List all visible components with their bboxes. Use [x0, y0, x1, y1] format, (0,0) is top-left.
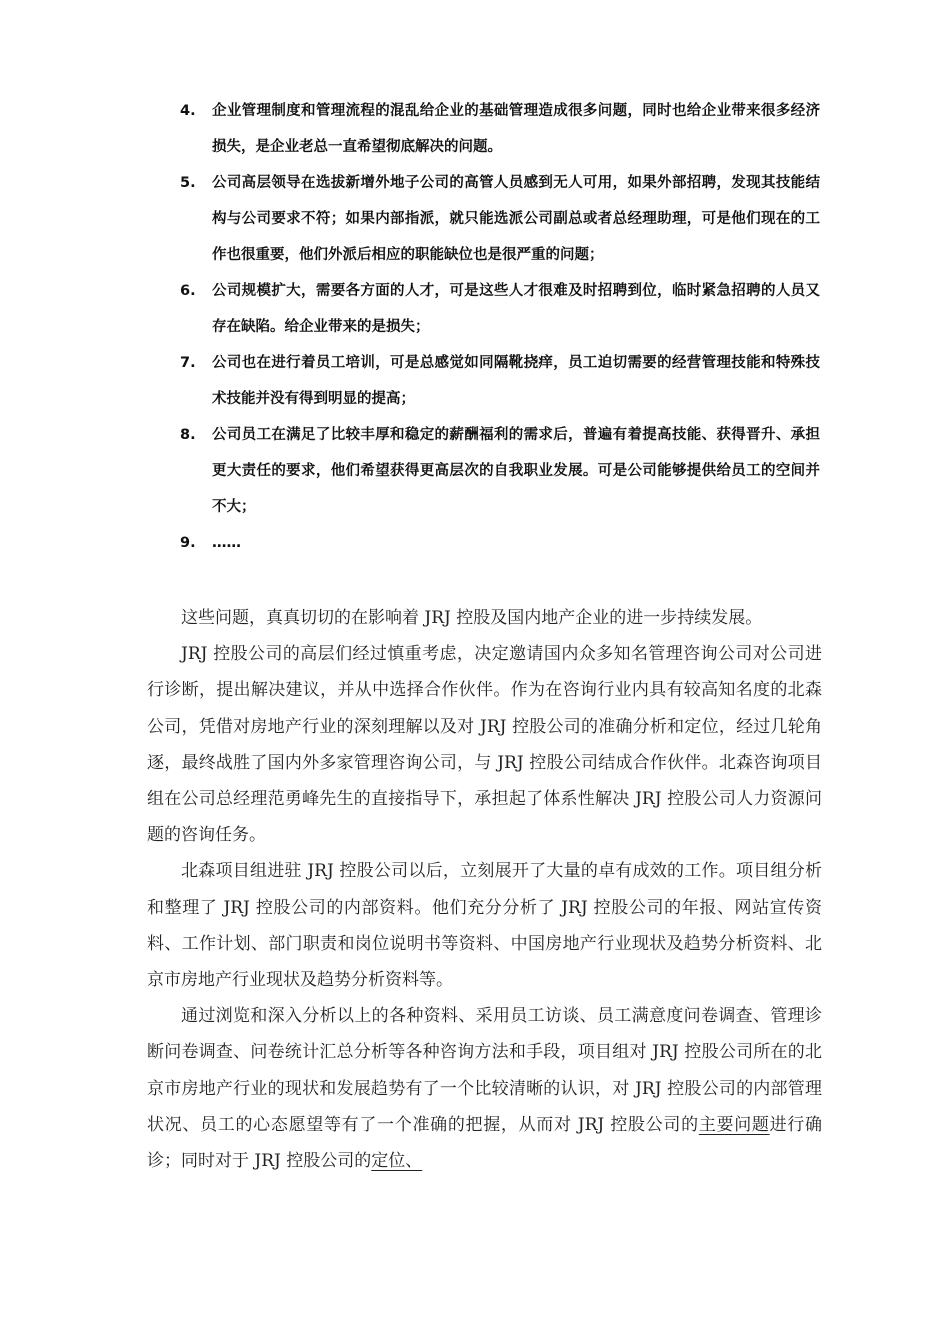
list-number: 8.	[180, 427, 196, 443]
paragraph-2: JRJ 控股公司的高层们经过慎重考虑，决定邀请国内众多知名管理咨询公司对公司进行诊断，提出解决建议，并从中选择合作伙伴。作为在咨询行业内具有较高知名度的北森公司，凭借对房地产行业的深刻理解以及对 JRJ 控股公司的准确分析和定位，经过几轮角逐，最终战胜了国内外多家管理咨询公司，与 JRJ 控股公司结成合作伙伴。北森咨询项目组在公司总经理范勇峰先生的直接指导下，承担起了体系性解决 JRJ 控股公司人力资源问题的咨询任务。	[147, 644, 822, 846]
paragraph-4	[147, 998, 822, 1179]
list-text: 公司员工在满足了比较丰厚和稳定的薪酬福利的需求后，普遍有着提高技能、获得晋升、承担更大责任的要求，他们希望获得更高层次的自我职业发展。可是公司能够提供给员工的空间并不大；	[212, 427, 820, 515]
list-number: 4.	[180, 103, 196, 119]
list-number: 6.	[180, 283, 196, 299]
paragraph-4-text-a: 通过浏览和深入分析以上的各种资料、采用员工访谈、员工满意度问卷调查、管理诊断问卷调查、问卷统计汇总分析等各种咨询方法和手段，项目组对 JRJ 控股公司所在的北京市房地产行业的现状和发展趋势有了一个比较清晰的认识，对 JRJ 控股公司的内部管理状况、员工的心态愿望等有了一个准确的把握，从而对 JRJ 控股公司的	[147, 1006, 822, 1135]
list-number: 9.	[180, 535, 196, 551]
problem-list	[180, 93, 820, 561]
list-item	[180, 93, 820, 165]
paragraph-3: 北森项目组进驻 JRJ 控股公司以后，立刻展开了大量的卓有成效的工作。项目组分析和整理了 JRJ 控股公司的内部资料。他们充分分析了 JRJ 控股公司的年报、网站宣传资料、工作计划、部门职责和岗位说明书等资料、中国房地产行业现状及趋势分析资料、北京市房地产行业现状及趋势分析资料等。	[147, 861, 822, 991]
list-number: 7.	[180, 355, 196, 371]
paragraph-1: 这些问题，真真切切的在影响着 JRJ 控股及国内地产企业的进一步持续发展。	[181, 608, 763, 628]
paragraph-4-text-b: 进行确诊；同时对于 JRJ 控股公司的	[147, 1114, 823, 1172]
list-item	[180, 273, 820, 345]
list-item	[180, 345, 820, 417]
list-text: 公司也在进行着员工培训，可是总感觉如同隔靴挠痒，员工迫切需要的经营管理技能和特殊技术技能并没有得到明显的提高；	[212, 355, 820, 407]
list-text: 公司高层领导在选拔新增外地子公司的高管人员感到无人可用，如果外部招聘，发现其技能结构与公司要求不符；如果内部指派，就只能选派公司副总或者总经理助理，可是他们现在的工作也很重要，他们外派后相应的职能缺位也是很严重的问题；	[212, 175, 820, 263]
body-text	[147, 600, 822, 1179]
list-item	[180, 525, 820, 561]
list-number: 5.	[180, 175, 196, 191]
list-text: 企业管理制度和管理流程的混乱给企业的基础管理造成很多问题，同时也给企业带来很多经济损失，是企业老总一直希望彻底解决的问题。	[212, 103, 820, 155]
list-item	[180, 417, 820, 525]
list-text: 公司规模扩大，需要各方面的人才，可是这些人才很难及时招聘到位，临时紧急招聘的人员又存在缺陷。给企业带来的是损失；	[212, 283, 820, 335]
underlined-positioning: 定位、	[371, 1151, 423, 1172]
list-text: ……	[212, 535, 241, 551]
underlined-main-problems: 主要问题	[698, 1114, 770, 1135]
list-item	[180, 165, 820, 273]
